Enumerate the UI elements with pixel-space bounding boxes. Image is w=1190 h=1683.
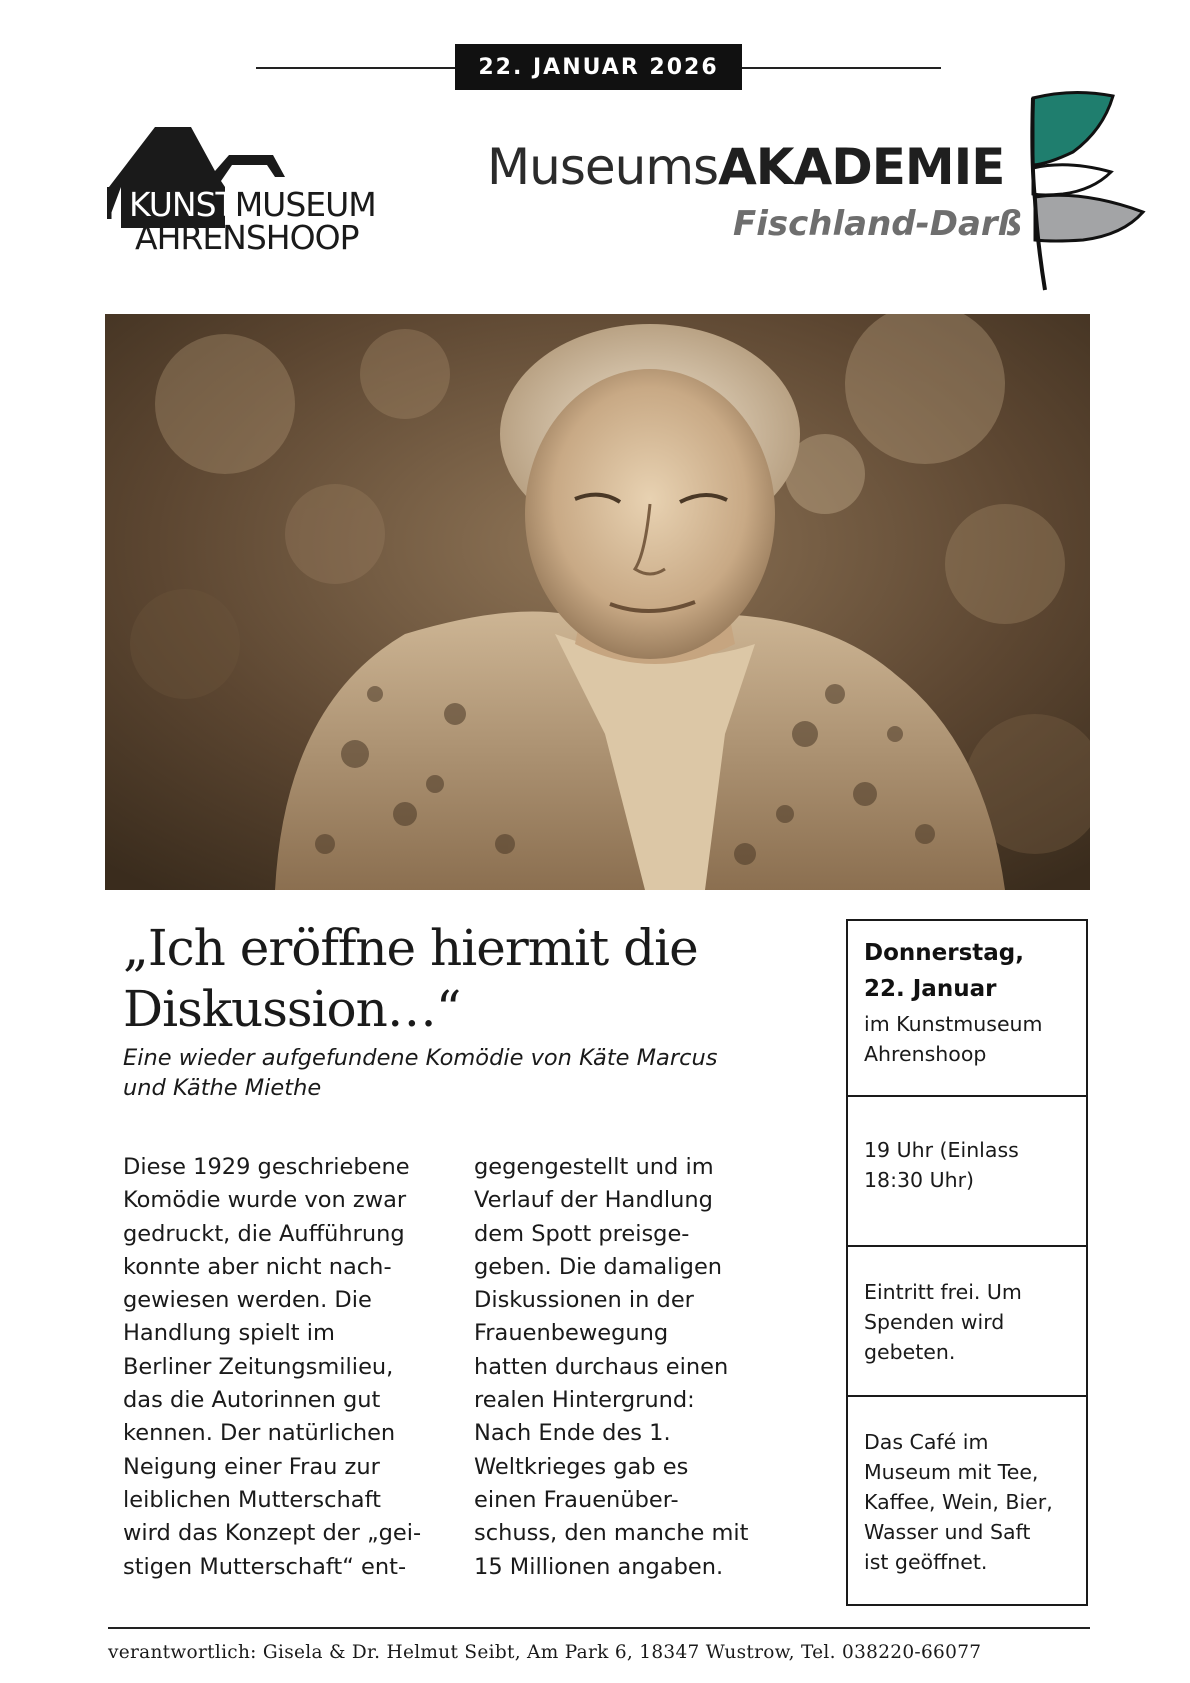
info-admission: Eintritt frei. Um Spenden wird gebeten.: [864, 1280, 1022, 1364]
info-date-cell: [848, 935, 1086, 1069]
info-cafe: Das Café im Museum mit Tee, Kaffee, Wein, Bier, Wasser und Saft ist geöffnet.: [864, 1430, 1053, 1574]
info-weekday: Donnerstag,: [864, 940, 1024, 966]
body-text-column-1: Diese 1929 geschriebene Komödie wurde von zwar gedruckt, die Aufführung konnte aber nicht nach- gewiesen werden. Die Handlung spielt im Berliner Zeitungsmilieu, das die Autorinnen gut kennen. Der natürlichen Neigung einer Frau zur leiblichen Mutterschaft wird das Konzept der „gei- stigen Mutterschaft“ ent-: [123, 1154, 422, 1580]
portrait-photo: [105, 314, 1090, 890]
event-title: „Ich eröffne hiermit die Diskussion…“: [123, 919, 698, 1038]
footer-divider: [108, 1627, 1090, 1629]
museumsakademie-subtitle: Fischland-Darß: [733, 204, 1023, 244]
info-cafe-cell: [848, 1395, 1086, 1577]
footer-contact: verantwortlich: Gisela & Dr. Helmut Seibt, Am Park 6, 18347 Wustrow, Tel. 038220-66077: [108, 1642, 982, 1663]
sepia-portrait-photo: [105, 314, 1090, 890]
date-line-right: [741, 67, 941, 69]
kunstmuseum-logo-line2: AHRENSHOOP: [135, 218, 359, 257]
kunstmuseum-logo: [107, 125, 407, 265]
info-time: 19 Uhr (Einlass 18:30 Uhr): [864, 1138, 1019, 1192]
event-subtitle: Eine wieder aufgefundene Komödie von Käte Marcus und Käthe Miethe: [123, 1045, 718, 1101]
date-line-left: [256, 67, 456, 69]
info-date: 22. Januar: [864, 976, 997, 1002]
info-location: im Kunstmuseum Ahrenshoop: [864, 1012, 1043, 1066]
leaf-logo-icon: [1013, 90, 1148, 295]
kunstmuseum-logo-line1: KUNSTMUSEUM: [129, 185, 376, 224]
body-text-column-2: gegengestellt und im Verlauf der Handlung dem Spott preisge- geben. Die damaligen Diskussionen in der Frauenbewegung hatten durchaus einen realen Hintergrund: Nach Ende des 1. Weltkrieges gab es einen Frauenüber- schuss, den manche mit 15 Millionen angaben.: [474, 1154, 749, 1580]
event-info-box: [846, 919, 1088, 1606]
info-time-cell: [848, 1095, 1086, 1195]
info-admission-cell: [848, 1245, 1086, 1367]
museumsakademie-title: MuseumsAKADEMIE: [487, 138, 1005, 196]
date-badge: 22. JANUAR 2026: [455, 44, 742, 90]
